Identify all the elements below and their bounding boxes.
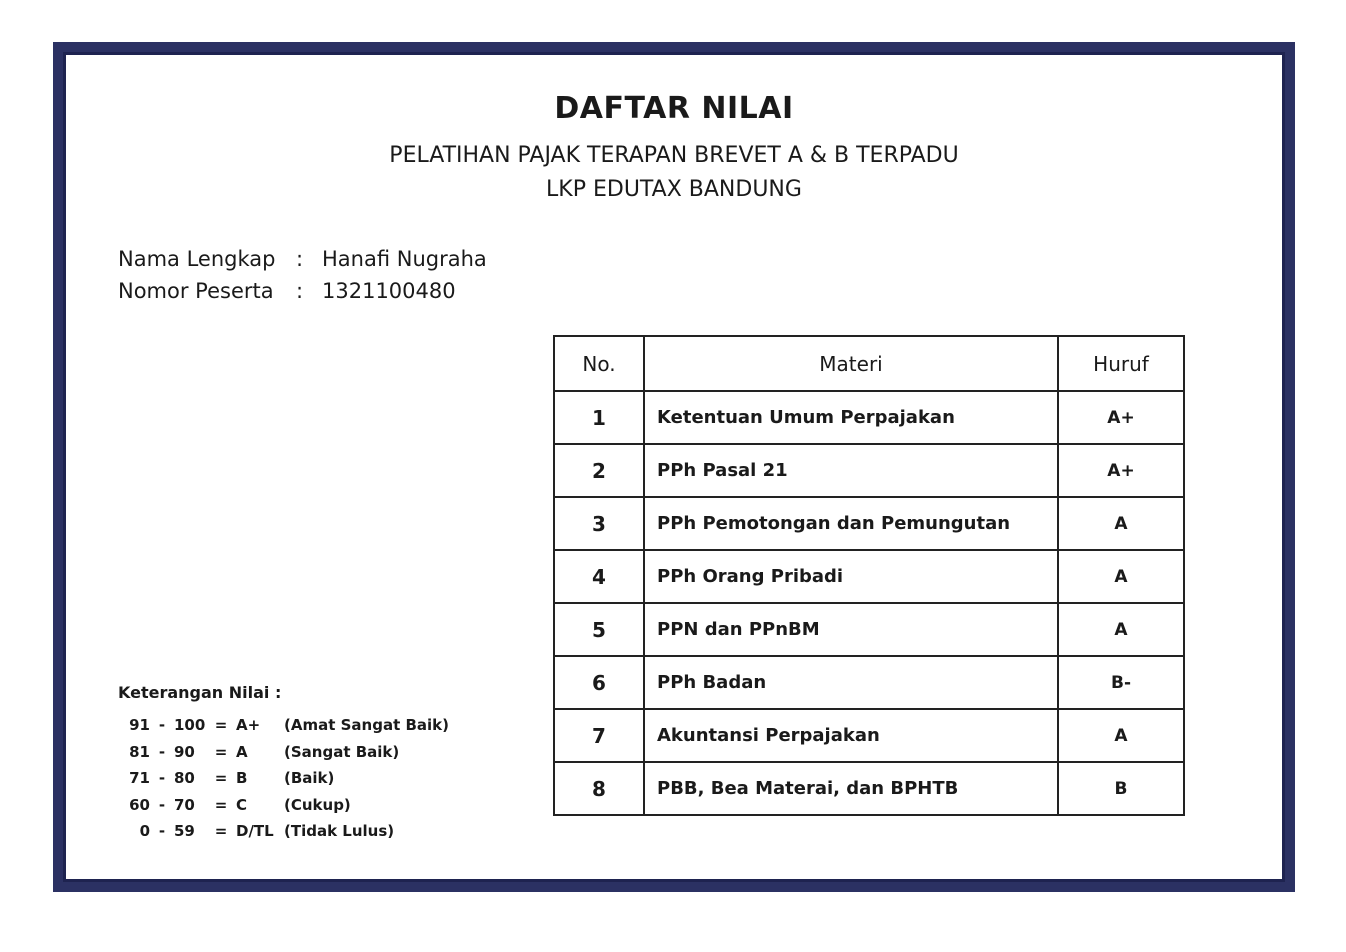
- document-title: DAFTAR NILAI: [554, 91, 794, 126]
- table-header-row: [554, 336, 1184, 391]
- number-label: Nomor Peserta: [118, 279, 274, 303]
- program-name: PELATIHAN PAJAK TERAPAN BREVET A & B TERPADU: [389, 143, 959, 168]
- legend-row: [118, 765, 449, 792]
- name-label: Nama Lengkap: [118, 247, 276, 271]
- legend-description: (Tidak Lulus): [284, 822, 395, 841]
- legend-grade: A: [236, 742, 248, 761]
- row-materi: Akuntansi Perpajakan: [644, 709, 1058, 762]
- row-huruf: B: [1058, 762, 1184, 815]
- table-row: [554, 391, 1184, 444]
- legend-range: [118, 796, 210, 814]
- row-no: 7: [554, 709, 644, 762]
- number-row: [118, 275, 487, 307]
- legend-equals: =: [214, 822, 228, 841]
- legend-description: (Amat Sangat Baik): [284, 716, 449, 735]
- legend-range-low: 0: [139, 822, 150, 841]
- table-row: [554, 762, 1184, 815]
- table-row: [554, 656, 1184, 709]
- row-no: 1: [554, 391, 644, 444]
- table-row: [554, 444, 1184, 497]
- table-row: [554, 497, 1184, 550]
- legend-range: [118, 822, 210, 840]
- legend-row: [118, 739, 449, 766]
- certificate-body: [63, 52, 1285, 882]
- legend-title: Keterangan Nilai :: [118, 683, 282, 702]
- legend-grade: D/TL: [236, 822, 274, 841]
- row-materi: PPN dan PPnBM: [644, 603, 1058, 656]
- legend-row: [118, 792, 449, 819]
- row-huruf: A: [1058, 709, 1184, 762]
- legend-grade: B: [236, 769, 248, 788]
- legend-equals: =: [214, 769, 228, 788]
- legend-range-high: 100: [174, 716, 206, 735]
- grade-legend: [118, 683, 449, 845]
- participant-info: [118, 243, 487, 307]
- legend-description: (Baik): [284, 769, 335, 788]
- legend-description: (Sangat Baik): [284, 742, 400, 761]
- table-row: [554, 550, 1184, 603]
- row-huruf: A+: [1058, 444, 1184, 497]
- row-materi: PPh Badan: [644, 656, 1058, 709]
- legend-range-high: 59: [174, 822, 195, 841]
- legend-range-low: 91: [129, 716, 150, 735]
- legend-range-high: 70: [174, 795, 195, 814]
- legend-equals: =: [214, 795, 228, 814]
- number-value: 1321100480: [322, 279, 456, 303]
- row-no: 6: [554, 656, 644, 709]
- legend-dash: -: [158, 742, 166, 761]
- legend-description: (Cukup): [284, 795, 351, 814]
- legend-grade: A+: [236, 716, 261, 735]
- row-no: 8: [554, 762, 644, 815]
- row-materi: PPh Orang Pribadi: [644, 550, 1058, 603]
- name-row: [118, 243, 487, 275]
- row-huruf: A: [1058, 603, 1184, 656]
- grades-table: [553, 335, 1185, 816]
- row-huruf: A: [1058, 550, 1184, 603]
- row-huruf: B-: [1058, 656, 1184, 709]
- row-huruf: A: [1058, 497, 1184, 550]
- name-separator: :: [296, 247, 304, 271]
- legend-range: [118, 743, 210, 761]
- row-materi: Ketentuan Umum Perpajakan: [644, 391, 1058, 444]
- legend-range: [118, 769, 210, 787]
- legend-range-low: 81: [129, 742, 150, 761]
- legend-dash: -: [158, 795, 166, 814]
- table-row: [554, 709, 1184, 762]
- legend-row: [118, 712, 449, 739]
- row-no: 4: [554, 550, 644, 603]
- legend-equals: =: [214, 742, 228, 761]
- row-huruf: A+: [1058, 391, 1184, 444]
- row-no: 5: [554, 603, 644, 656]
- legend-range-low: 60: [129, 795, 150, 814]
- legend-dash: -: [158, 769, 166, 788]
- header-huruf: Huruf: [1058, 336, 1184, 391]
- certificate-border: [53, 42, 1295, 892]
- legend-range: [118, 716, 210, 734]
- legend-range-high: 90: [174, 742, 195, 761]
- legend-dash: -: [158, 716, 166, 735]
- legend-grade: C: [236, 795, 248, 814]
- table-row: [554, 603, 1184, 656]
- legend-row: [118, 818, 449, 845]
- row-materi: PPh Pasal 21: [644, 444, 1058, 497]
- institution-name: LKP EDUTAX BANDUNG: [546, 177, 802, 202]
- legend-range-low: 71: [129, 769, 150, 788]
- legend-equals: =: [214, 716, 228, 735]
- legend-range-high: 80: [174, 769, 195, 788]
- row-no: 3: [554, 497, 644, 550]
- header-materi: Materi: [644, 336, 1058, 391]
- name-value: Hanafi Nugraha: [322, 247, 487, 271]
- header-no: No.: [554, 336, 644, 391]
- row-materi: PBB, Bea Materai, dan BPHTB: [644, 762, 1058, 815]
- row-no: 2: [554, 444, 644, 497]
- row-materi: PPh Pemotongan dan Pemungutan: [644, 497, 1058, 550]
- number-separator: :: [296, 279, 304, 303]
- legend-dash: -: [158, 822, 166, 841]
